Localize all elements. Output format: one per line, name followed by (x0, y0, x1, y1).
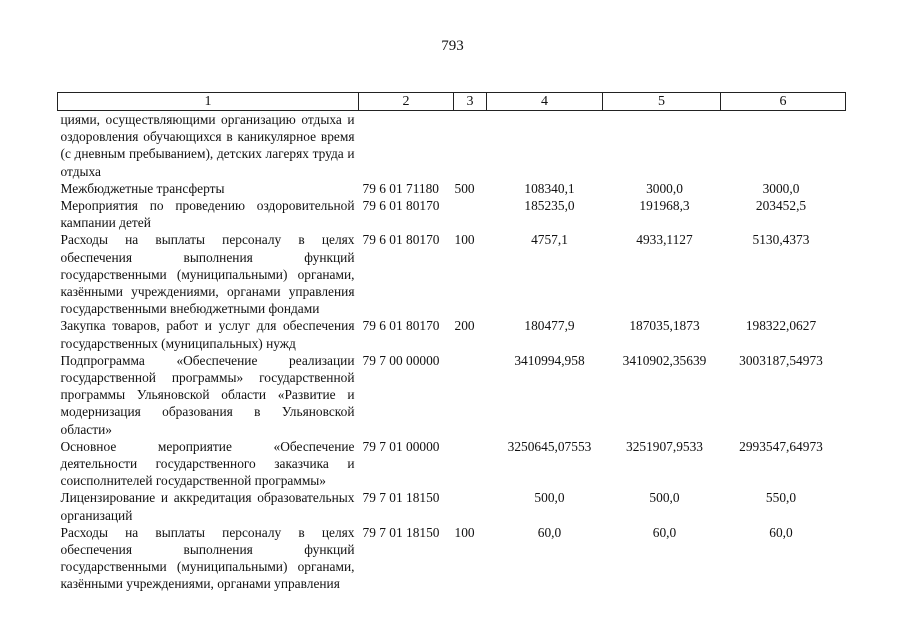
row-amount-2: 187035,1873 (629, 318, 700, 334)
row-amount-2: 500,0 (649, 490, 680, 506)
table-row (58, 180, 846, 197)
table-row (58, 352, 846, 438)
row-amount-3: 3003187,54973 (739, 352, 823, 368)
row-amount-2: 60,0 (652, 524, 677, 540)
row-amount-3: 550,0 (765, 490, 797, 506)
table-row (58, 438, 846, 490)
table-row (58, 524, 846, 593)
row-amount-3: 3000,0 (762, 180, 800, 196)
header-col-4: 4 (487, 93, 603, 111)
row-amount-2: 191968,3 (639, 198, 690, 214)
row-expense-type: 100 (454, 232, 475, 248)
row-name: Межбюджетные трансферты (60, 180, 225, 196)
row-expense-type: 500 (454, 180, 475, 196)
row-amount-1: 60,0 (537, 524, 562, 540)
row-name: циями, осуществляющими организацию отдыха и оздоровления обучающихся в каникулярное время (с дневным пребыванием), детских лагерях труда и отдыха (60, 112, 355, 179)
row-name: Расходы на выплаты персоналу в целях обеспечения выполнения функций государственными (муниципальными) органами, казёнными учреждениями, органами управления государственными внебюджетными фондами (60, 232, 355, 317)
row-amount-3 (721, 111, 846, 180)
page-number: 793 (441, 38, 464, 54)
row-expense-type (454, 489, 487, 523)
row-amount-2 (603, 111, 721, 180)
row-code: 79 7 01 00000 (362, 438, 440, 454)
table-row (58, 197, 846, 231)
row-amount-2: 3000,0 (646, 180, 683, 196)
row-amount-1: 500,0 (534, 490, 565, 506)
row-amount-3: 198322,0627 (745, 318, 817, 334)
header-col-1: 1 (58, 93, 359, 111)
row-amount-2: 3251907,9533 (626, 438, 703, 454)
header-col-2: 2 (359, 93, 454, 111)
table-row (58, 231, 846, 317)
row-code: 79 7 00 00000 (362, 352, 440, 368)
row-expense-type (454, 197, 487, 231)
row-amount-3: 203452,5 (755, 198, 807, 214)
row-name: Основное мероприятие «Обеспечение деятельности государственного заказчика и соисполнителей государственной программы» (60, 438, 355, 489)
row-amount-3: 5130,4373 (752, 232, 810, 248)
header-row (58, 93, 846, 111)
row-amount-1: 185235,0 (524, 198, 575, 214)
row-amount-2: 3410902,35639 (622, 352, 707, 368)
row-amount-3: 60,0 (769, 524, 793, 540)
header-col-6: 6 (721, 93, 846, 111)
row-amount-1: 180477,9 (524, 318, 575, 334)
table-body (58, 111, 846, 593)
row-name: Мероприятия по проведению оздоровительной кампании детей (60, 198, 355, 231)
row-code: 79 7 01 18150 (362, 490, 440, 506)
table-header (58, 93, 846, 111)
table-row (58, 317, 846, 351)
row-expense-type: 100 (454, 524, 475, 540)
row-code: 79 6 01 80170 (362, 318, 440, 334)
row-expense-type (454, 111, 487, 180)
row-name: Подпрограмма «Обеспечение реализации государственной программы» государственной программы Ульяновской области «Развитие и модернизация образования в Ульяновской области» (60, 352, 355, 437)
row-code: 79 7 01 18150 (362, 524, 440, 540)
row-amount-1: 3410994,958 (514, 352, 585, 368)
header-col-3: 3 (454, 93, 487, 111)
row-amount-1: 108340,1 (524, 180, 575, 196)
row-name: Лицензирование и аккредитация образовательных организаций (60, 490, 355, 523)
row-code: 79 6 01 71180 (362, 180, 439, 196)
row-code (359, 111, 454, 180)
row-code: 79 6 01 80170 (362, 198, 440, 214)
row-amount-2: 4933,1127 (636, 232, 693, 248)
row-amount-1: 3250645,07553 (507, 438, 592, 454)
budget-table (57, 92, 846, 593)
row-amount-1 (487, 111, 603, 180)
row-code: 79 6 01 80170 (362, 232, 440, 248)
row-name: Закупка товаров, работ и услуг для обеспечения государственных (муниципальных) нужд (60, 318, 355, 351)
table-row (58, 489, 846, 523)
row-amount-1: 4757,1 (531, 232, 568, 248)
row-name: Расходы на выплаты персоналу в целях обеспечения выполнения функций государственными (муниципальными) органами, казёнными учреждениями, органами управления (60, 524, 355, 592)
table-row (58, 111, 846, 180)
row-expense-type (454, 438, 487, 490)
header-col-5: 5 (603, 93, 721, 111)
row-amount-3: 2993547,64973 (739, 438, 823, 454)
row-expense-type (454, 352, 487, 438)
row-expense-type: 200 (454, 318, 475, 334)
